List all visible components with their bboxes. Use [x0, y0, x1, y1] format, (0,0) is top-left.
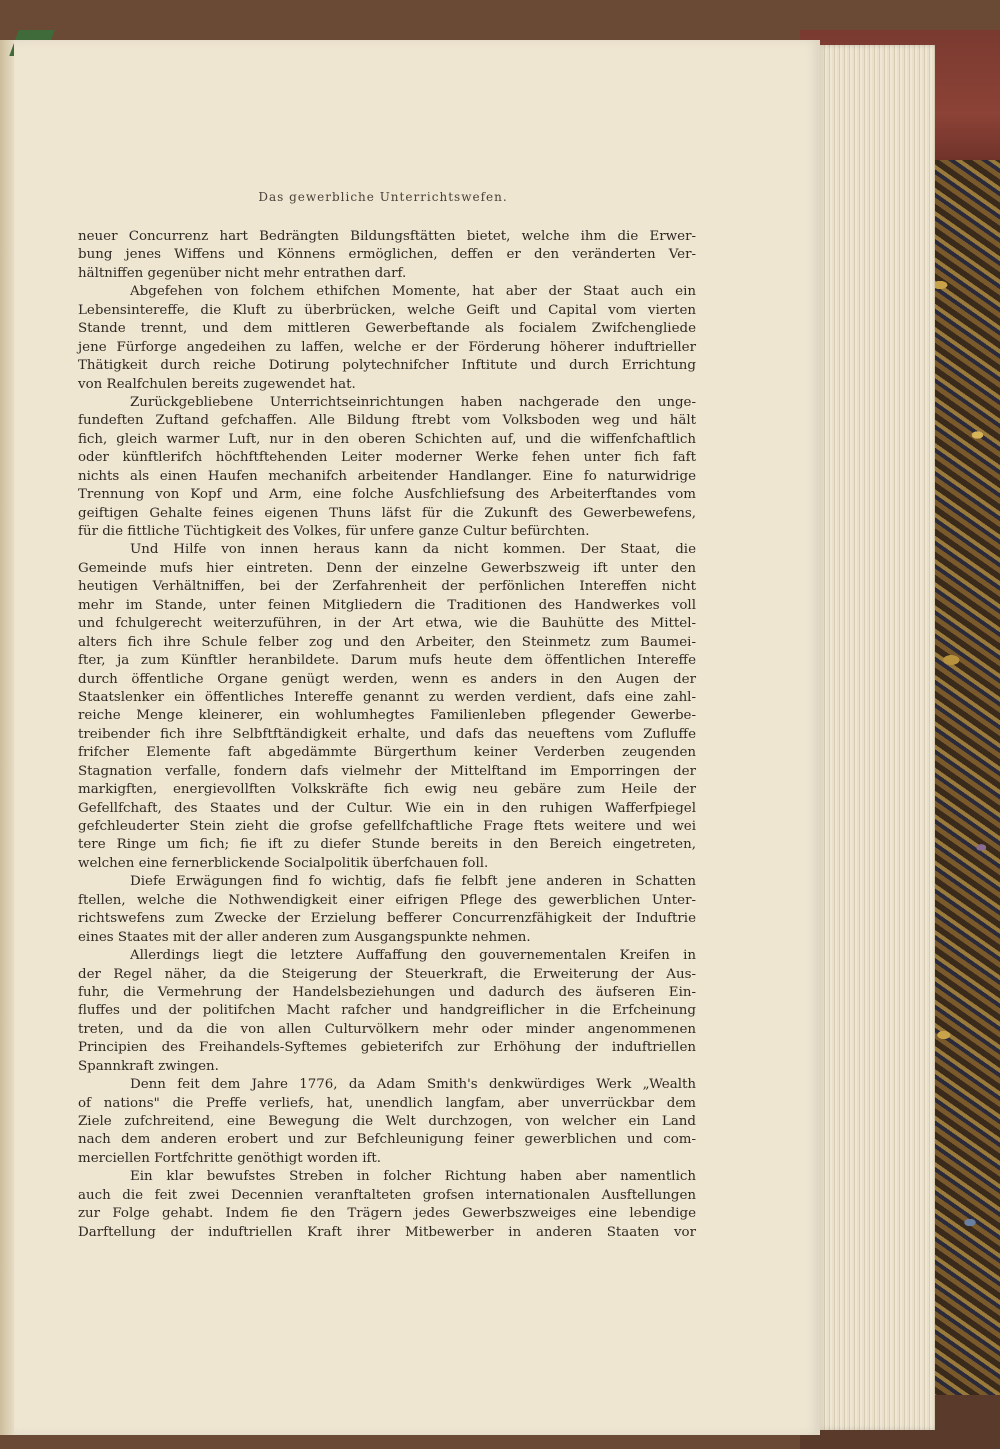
- text-line: merciellen Fortfchritte genöthigt worden ift.: [78, 1150, 382, 1166]
- text-line: Principien des Freihandels-Syftemes gebieterifch zur Erhöhung der induftriellen: [78, 1040, 696, 1056]
- text-line: auch die feit zwei Decennien veranftalteten grofsen internationalen Ausftellungen: [78, 1187, 696, 1203]
- text-line: treten, und da die von allen Culturvölkern mehr oder minder angenommenen: [78, 1021, 696, 1037]
- text-line: Zurückgebliebene Unterrichtseinrichtungen haben nachgerade den unge-: [130, 394, 696, 410]
- text-line: fluffes und der politifchen Macht rafcher und handgreiflicher in die Erfcheinung: [78, 1003, 696, 1019]
- text-line: Gefellfchaft, des Staates und der Cultur. Wie ein in den ruhigen Wafferfpiegel: [78, 800, 696, 816]
- text-line: jene Fürforge angedeihen zu laffen, welche er der Förderung höherer induftrieller: [78, 339, 696, 355]
- text-line: bung jenes Wiffens und Könnens ermöglichen, deffen er den veränderten Ver-: [78, 247, 696, 263]
- text-line: Und Hilfe von innen heraus kann da nicht kommen. Der Staat, die: [130, 542, 696, 558]
- text-line: der Regel näher, da die Steigerung der Steuerkraft, die Erweiterung der Aus-: [78, 966, 696, 982]
- text-line: neuer Concurrenz hart Bedrängten Bildungsftätten bietet, welche ihm die Erwer-: [78, 229, 696, 244]
- text-line: Diefe Erwägungen find fo wichtig, dafs fie felbft jene anderen in Schatten: [130, 874, 696, 890]
- text-line: von Realfchulen bereits zugewendet hat.: [78, 376, 356, 392]
- text-line: ftellen, welche die Nothwendigkeit einer eifrigen Pflege des gewerblichen Unter-: [78, 892, 696, 908]
- running-head: Das gewerbliche Unterrichtswefen.: [258, 190, 508, 204]
- page-edges: [817, 45, 935, 1430]
- body-text: [78, 228, 696, 1242]
- marbled-endpaper: [925, 160, 1000, 1410]
- text-line: Darftellung der induftriellen Kraft ihrer Mitbewerber in anderen Staaten vor: [78, 1224, 696, 1240]
- text-line: fter, ja zum Künftler heranbildete. Darum mufs heute dem öffentlichen Intereffe: [78, 653, 696, 669]
- text-line: Gemeinde mufs hier eintreten. Denn der einzelne Gewerbszweig ift unter den: [78, 560, 696, 576]
- text-line: gefchleuderter Stein zieht die grofse gefellfchaftliche Frage ftets weitere und wei: [78, 819, 696, 834]
- text-line: Abgefehen von folchem ethifchen Momente, hat aber der Staat auch ein: [130, 284, 696, 300]
- left-page-edge: [0, 40, 14, 1435]
- text-line: Stande trennt, und dem mittleren Gewerbeftande als focialem Zwifchengliede: [78, 321, 696, 337]
- text-line: Ziele zufchreitend, eine Bewegung die Welt durchzogen, von welcher ein Land: [78, 1114, 696, 1129]
- text-line: geiftigen Gehalte feines eigenen Thuns läfst für die Zukunft des Gewerbewefens,: [78, 505, 696, 521]
- text-line: reiche Menge kleinerer, ein wohlumhegtes Familienleben pflegender Gewerbe-: [78, 708, 696, 724]
- text-line: Ein klar bewufstes Streben in folcher Richtung haben aber namentlich: [130, 1169, 696, 1185]
- text-line: eines Staates mit der aller anderen zum Ausgangspunkte nehmen.: [78, 929, 531, 945]
- text-line: mehr im Stande, unter feinen Mitgliedern die Traditionen des Handwerkes voll: [78, 597, 696, 613]
- text-line: heutigen Verhältniffen, bei der Zerfahrenheit der perfönlichen Intereffen nicht: [78, 579, 696, 595]
- text-line: treibender fich ihre Selbftftändigkeit erhalte, und dafs das neueftens vom Zufluffe: [78, 726, 696, 742]
- text-line: Lebensintereffe, die Kluft zu überbrücken, welche Geift und Capital vom vierten: [78, 302, 696, 318]
- text-line: Spannkraft zwingen.: [78, 1058, 219, 1074]
- text-line: nach dem anderen erobert und zur Befchleunigung feiner gewerblichen und com-: [78, 1132, 696, 1148]
- text-line: zur Folge gehabt. Indem fie den Trägern jedes Gewerbszweiges eine lebendige: [78, 1206, 696, 1222]
- text-line: Staatslenker ein öffentliches Intereffe genannt zu werden verdient, dafs eine zahl-: [78, 689, 696, 705]
- text-line: markigften, energievollften Volkskräfte fich ewig neu gebäre zum Heile der: [78, 782, 696, 798]
- text-line: fundeften Zuftand gefchaffen. Alle Bildung ftrebt vom Volksboden weg und hält: [78, 413, 696, 429]
- text-line: durch öffentliche Organe genügt werden, wenn es anders in den Augen der: [78, 671, 696, 687]
- text-line: hältniffen gegenüber nicht mehr entrathen darf.: [78, 265, 407, 281]
- text-line: Denn feit dem Jahre 1776, da Adam Smith's denkwürdiges Werk „Wealth: [130, 1077, 696, 1093]
- text-line: fich, gleich warmer Luft, nur in den oberen Schichten auf, und die wiffenfchaftlich: [78, 431, 696, 447]
- text-line: alters fich ihre Schule felber zog und den Arbeiter, den Steinmetz zum Baumei-: [78, 634, 696, 650]
- text-line: Allerdings liegt die letztere Auffaffung den gouvernementalen Kreifen in: [130, 948, 696, 964]
- text-line: frifcher Elemente faft abgedämmte Bürgerthum keiner Verderben zeugenden: [78, 745, 696, 761]
- text-line: fuhr, die Vermehrung der Handelsbeziehungen und dadurch des äufseren Ein-: [78, 984, 696, 1000]
- text-line: welchen eine fernerblickende Socialpolitik überfchauen foll.: [78, 855, 489, 871]
- text-line: oder künftlerifch höchftftehenden Leiter moderner Werke fehen unter fich faft: [78, 450, 696, 466]
- text-line: Thätigkeit durch reiche Dotirung polytechnifcher Inftitute und durch Errichtung: [78, 358, 696, 374]
- text-line: Stagnation verfalle, fondern dafs vielmehr der Mittelftand im Emporringen der: [78, 763, 696, 779]
- text-line: für die fittliche Tüchtigkeit des Volkes, für unfere ganze Cultur befürchten.: [78, 524, 590, 539]
- text-line: of nations" die Preffe verliefs, hat, unendlich langfam, aber unverrückbar dem: [78, 1095, 696, 1111]
- text-line: tere Ringe um fich; fie ift zu diefer Stunde bereits in den Bereich eingetreten,: [78, 837, 696, 853]
- text-line: Trennung von Kopf und Arm, eine folche Ausfchliefsung des Arbeiterftandes vom: [78, 487, 696, 503]
- text-line: und fchulgerecht weiterzuführen, in der Art etwa, wie die Bauhütte des Mittel-: [78, 616, 696, 632]
- text-line: richtswefens zum Zwecke der Erzielung befferer Concurrenzfähigkeit der Induftrie: [78, 911, 696, 927]
- text-line: nichts als einen Haufen mechanifch arbeitender Handlanger. Eine fo naturwidrige: [78, 468, 696, 484]
